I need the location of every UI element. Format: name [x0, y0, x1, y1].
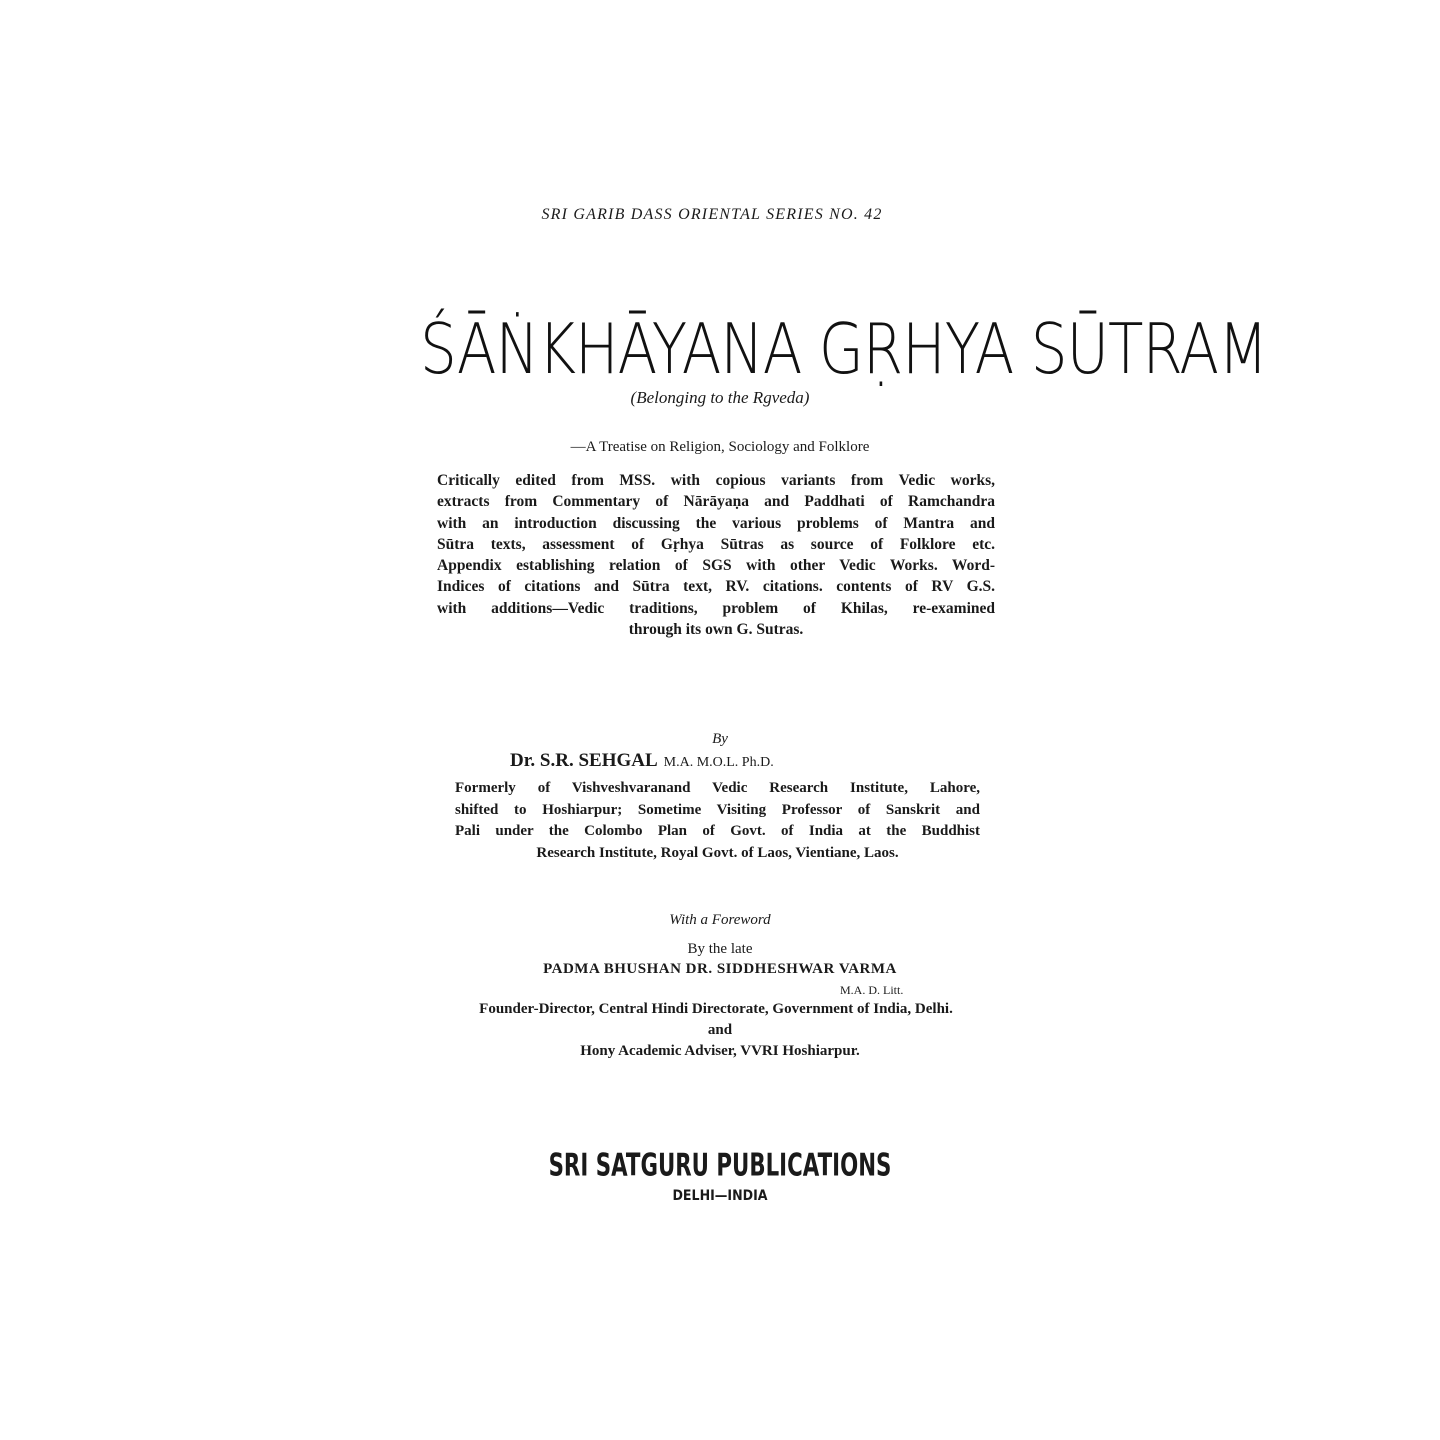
- description-line: through its own G. Sutras.: [628, 621, 804, 639]
- foreword-author: PADMA BHUSHAN DR. SIDDHESHWAR VARMA: [543, 961, 897, 977]
- description-line: extracts from Commentary of Nārāyaṇa and Paddhati of Ramchandra: [437, 493, 995, 511]
- affiliation-line: Research Institute, Royal Govt. of Laos, Vientiane, Laos.: [536, 844, 899, 861]
- author-affiliation: [455, 778, 980, 864]
- description: [437, 470, 995, 640]
- foreword-role-2: Hony Academic Adviser, VVRI Hoshiarpur.: [580, 1043, 860, 1059]
- description-line: Sūtra texts, assessment of Gṛhya Sūtras as source of Folklore etc.: [437, 535, 995, 553]
- subtitle: (Belonging to the Rgveda): [630, 388, 810, 407]
- description-line: with an introduction discussing the various problems of Mantra and: [437, 514, 995, 532]
- affiliation-line: Pali under the Colombo Plan of Govt. of India at the Buddhist: [455, 823, 980, 839]
- publisher-city: DELHI—INDIA: [672, 1188, 768, 1204]
- author-name: Dr. S.R. SEHGAL: [510, 750, 658, 771]
- description-line: with additions—Vedic traditions, problem of Khilas, re-examined: [437, 599, 995, 617]
- foreword-by: By the late: [687, 941, 753, 957]
- foreword-and: and: [707, 1022, 733, 1038]
- foreword-degrees: M.A. D. Litt.: [840, 983, 904, 997]
- description-line: Appendix establishing relation of SGS with other Vedic Works. Word-: [437, 557, 995, 575]
- treatise-line: —A Treatise on Religion, Sociology and Folklore: [570, 439, 870, 455]
- publisher-name: SRI SATGURU PUBLICATIONS: [548, 1148, 892, 1184]
- author: [510, 750, 930, 772]
- affiliation-line: shifted to Hoshiarpur; Sometime Visiting Professor of Sanskrit and: [455, 801, 980, 818]
- by-label: By: [712, 731, 728, 747]
- foreword-heading: With a Foreword: [669, 912, 771, 928]
- description-line: Critically edited from MSS. with copious variants from Vedic works,: [437, 472, 995, 489]
- description-line: Indices of citations and Sūtra text, RV. citations. contents of RV G.S.: [437, 578, 995, 596]
- series-title: SRI GARIB DASS ORIENTAL SERIES NO. 42: [541, 206, 883, 223]
- foreword-role-1: Founder-Director, Central Hindi Directorate, Government of India, Delhi.: [479, 1001, 953, 1017]
- book-title: ŚĀṄKHĀYANA GṚHYA SŪTRAM: [420, 308, 1268, 390]
- author-degrees: M.A. M.O.L. Ph.D.: [663, 755, 774, 770]
- affiliation-line: Formerly of Vishveshvaranand Vedic Research Institute, Lahore,: [455, 780, 980, 796]
